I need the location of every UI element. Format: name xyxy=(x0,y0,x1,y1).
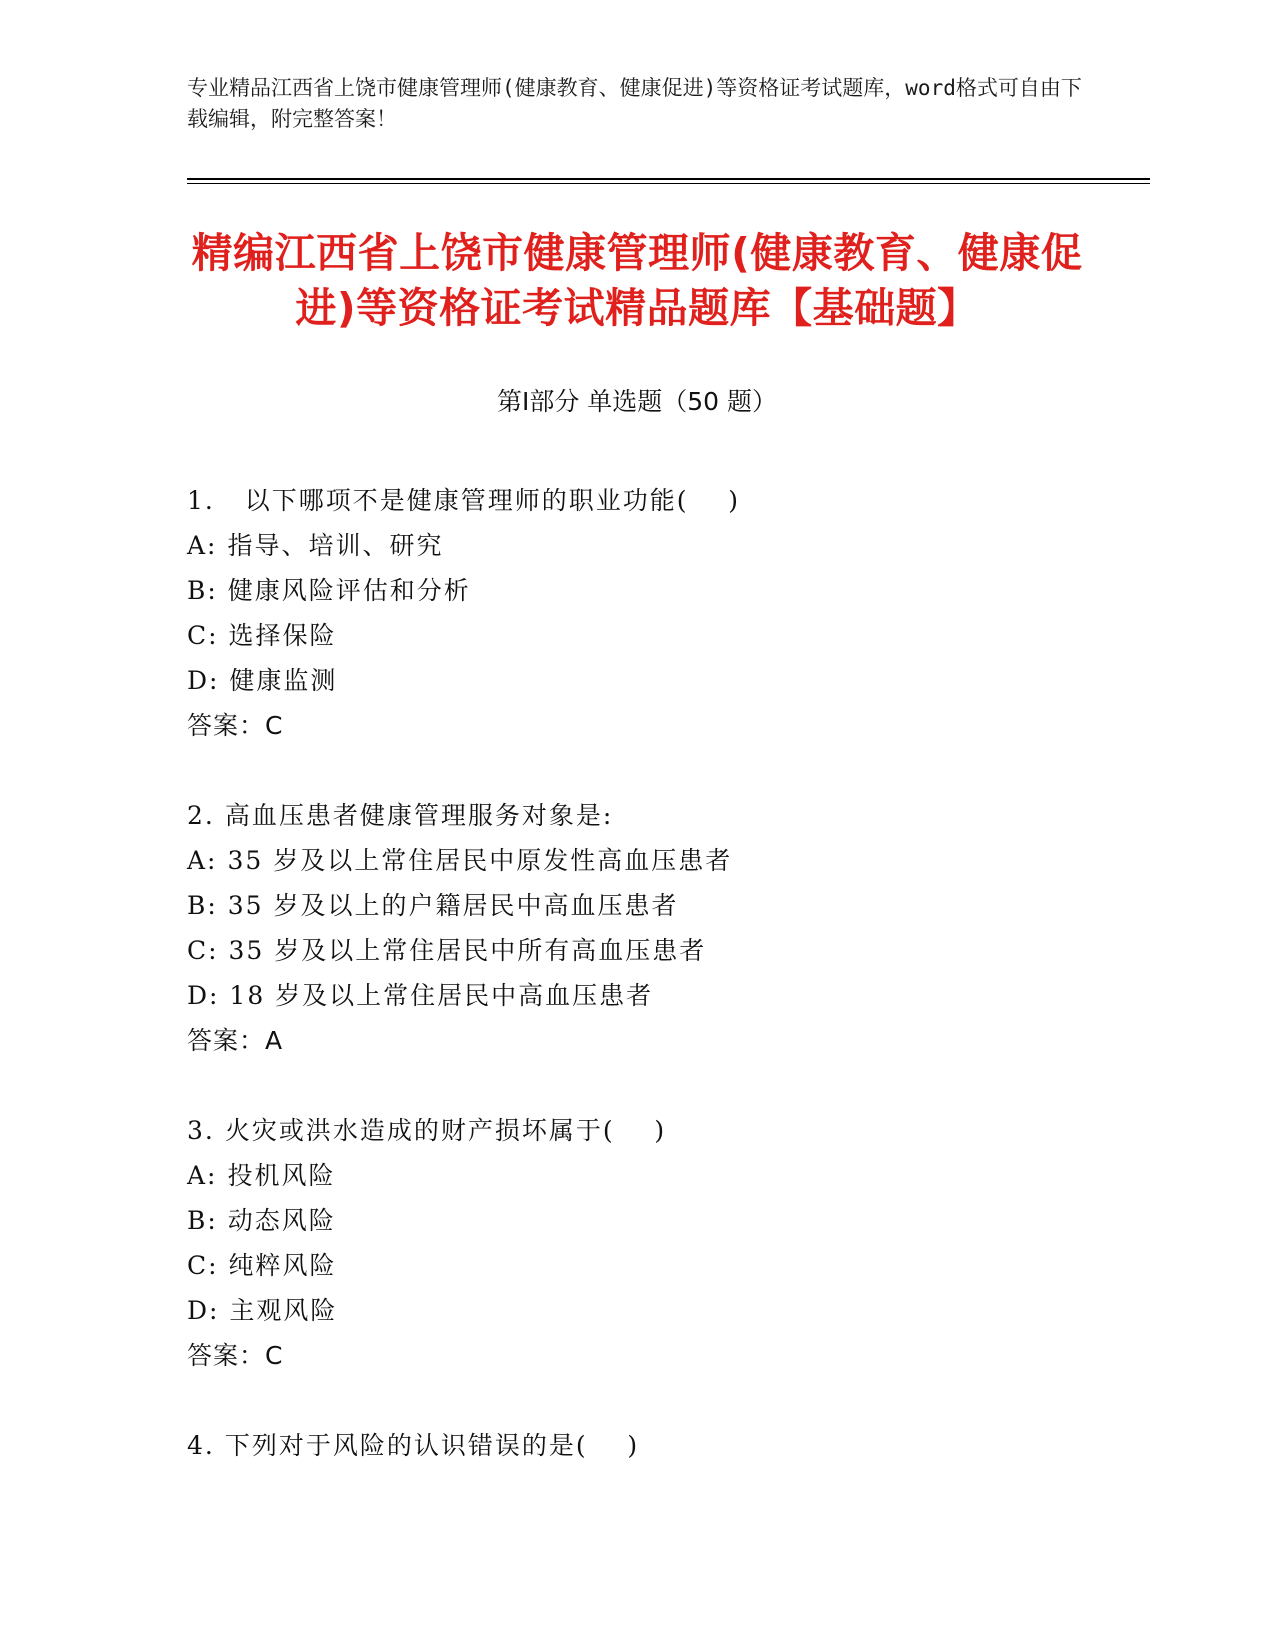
question-number: 1. xyxy=(187,486,215,515)
section-heading: 第Ⅰ部分 单选题（50 题） xyxy=(496,387,778,416)
option-label: D: xyxy=(187,1296,220,1325)
option-text: 35 岁及以上的户籍居民中高血压患者 xyxy=(227,891,679,920)
answer-label: 答案： xyxy=(187,711,266,740)
answer-line xyxy=(187,703,1137,748)
option-d xyxy=(187,973,1137,1018)
question-number: 2. xyxy=(187,801,215,830)
option-text: 35 岁及以上常住居民中所有高血压患者 xyxy=(228,936,707,965)
option-a xyxy=(187,1153,1137,1198)
option-label: D: xyxy=(187,666,220,695)
question-4 xyxy=(187,1423,1137,1468)
question-1 xyxy=(187,478,1137,748)
option-text: 选择保险 xyxy=(228,621,337,650)
answer-value: C xyxy=(265,711,284,740)
option-b xyxy=(187,1198,1137,1243)
answer-label: 答案： xyxy=(187,1341,266,1370)
option-c xyxy=(187,928,1137,973)
question-stem xyxy=(187,1108,1137,1153)
option-d xyxy=(187,1288,1137,1333)
option-a xyxy=(187,838,1137,883)
option-text: 动态风险 xyxy=(227,1206,336,1235)
question-text: 高血压患者健康管理服务对象是: xyxy=(224,801,614,830)
option-text: 主观风险 xyxy=(229,1296,338,1325)
option-label: B: xyxy=(187,891,218,920)
question-text: 以下哪项不是健康管理师的职业功能( ) xyxy=(224,486,741,515)
option-c xyxy=(187,613,1137,658)
option-a xyxy=(187,523,1137,568)
question-number: 4. xyxy=(187,1431,215,1460)
question-stem xyxy=(187,793,1137,838)
question-text: 下列对于风险的认识错误的是( ) xyxy=(224,1431,640,1460)
option-label: C: xyxy=(187,1251,219,1280)
answer-value: C xyxy=(265,1341,284,1370)
header-note: 专业精品江西省上饶市健康管理师(健康教育、健康促进)等资格证考试题库，word格式可自由下载编辑，附完整答案！ xyxy=(187,76,1082,131)
answer-line xyxy=(187,1018,1137,1063)
option-label: A: xyxy=(187,846,218,875)
option-label: C: xyxy=(187,621,219,650)
option-label: C: xyxy=(187,936,219,965)
option-text: 投机风险 xyxy=(227,1161,336,1190)
question-stem xyxy=(187,478,1137,523)
answer-label: 答案： xyxy=(187,1026,266,1055)
option-label: B: xyxy=(187,1206,218,1235)
option-text: 健康监测 xyxy=(229,666,338,695)
question-text: 火灾或洪水造成的财产损坏属于( ) xyxy=(224,1116,667,1145)
question-2 xyxy=(187,793,1137,1063)
option-text: 35 岁及以上常住居民中原发性高血压患者 xyxy=(227,846,733,875)
question-list xyxy=(187,478,1137,1513)
header-divider-thin xyxy=(187,183,1150,184)
option-d xyxy=(187,658,1137,703)
header-divider-thick xyxy=(187,178,1150,180)
option-label: B: xyxy=(187,576,218,605)
option-b xyxy=(187,568,1137,613)
option-text: 健康风险评估和分析 xyxy=(227,576,471,605)
option-text: 18 岁及以上常住居民中高血压患者 xyxy=(229,981,654,1010)
question-stem xyxy=(187,1423,1137,1468)
option-b xyxy=(187,883,1137,928)
option-label: A: xyxy=(187,1161,218,1190)
option-label: D: xyxy=(187,981,220,1010)
option-text: 纯粹风险 xyxy=(228,1251,337,1280)
option-label: A: xyxy=(187,531,218,560)
answer-value: A xyxy=(265,1026,284,1055)
option-text: 指导、培训、研究 xyxy=(227,531,444,560)
answer-line xyxy=(187,1333,1137,1378)
question-number: 3. xyxy=(187,1116,215,1145)
document-title: 精编江西省上饶市健康管理师(健康教育、健康促进)等资格证考试精品题库【基础题】 xyxy=(191,229,1083,332)
option-c xyxy=(187,1243,1137,1288)
question-3 xyxy=(187,1108,1137,1378)
